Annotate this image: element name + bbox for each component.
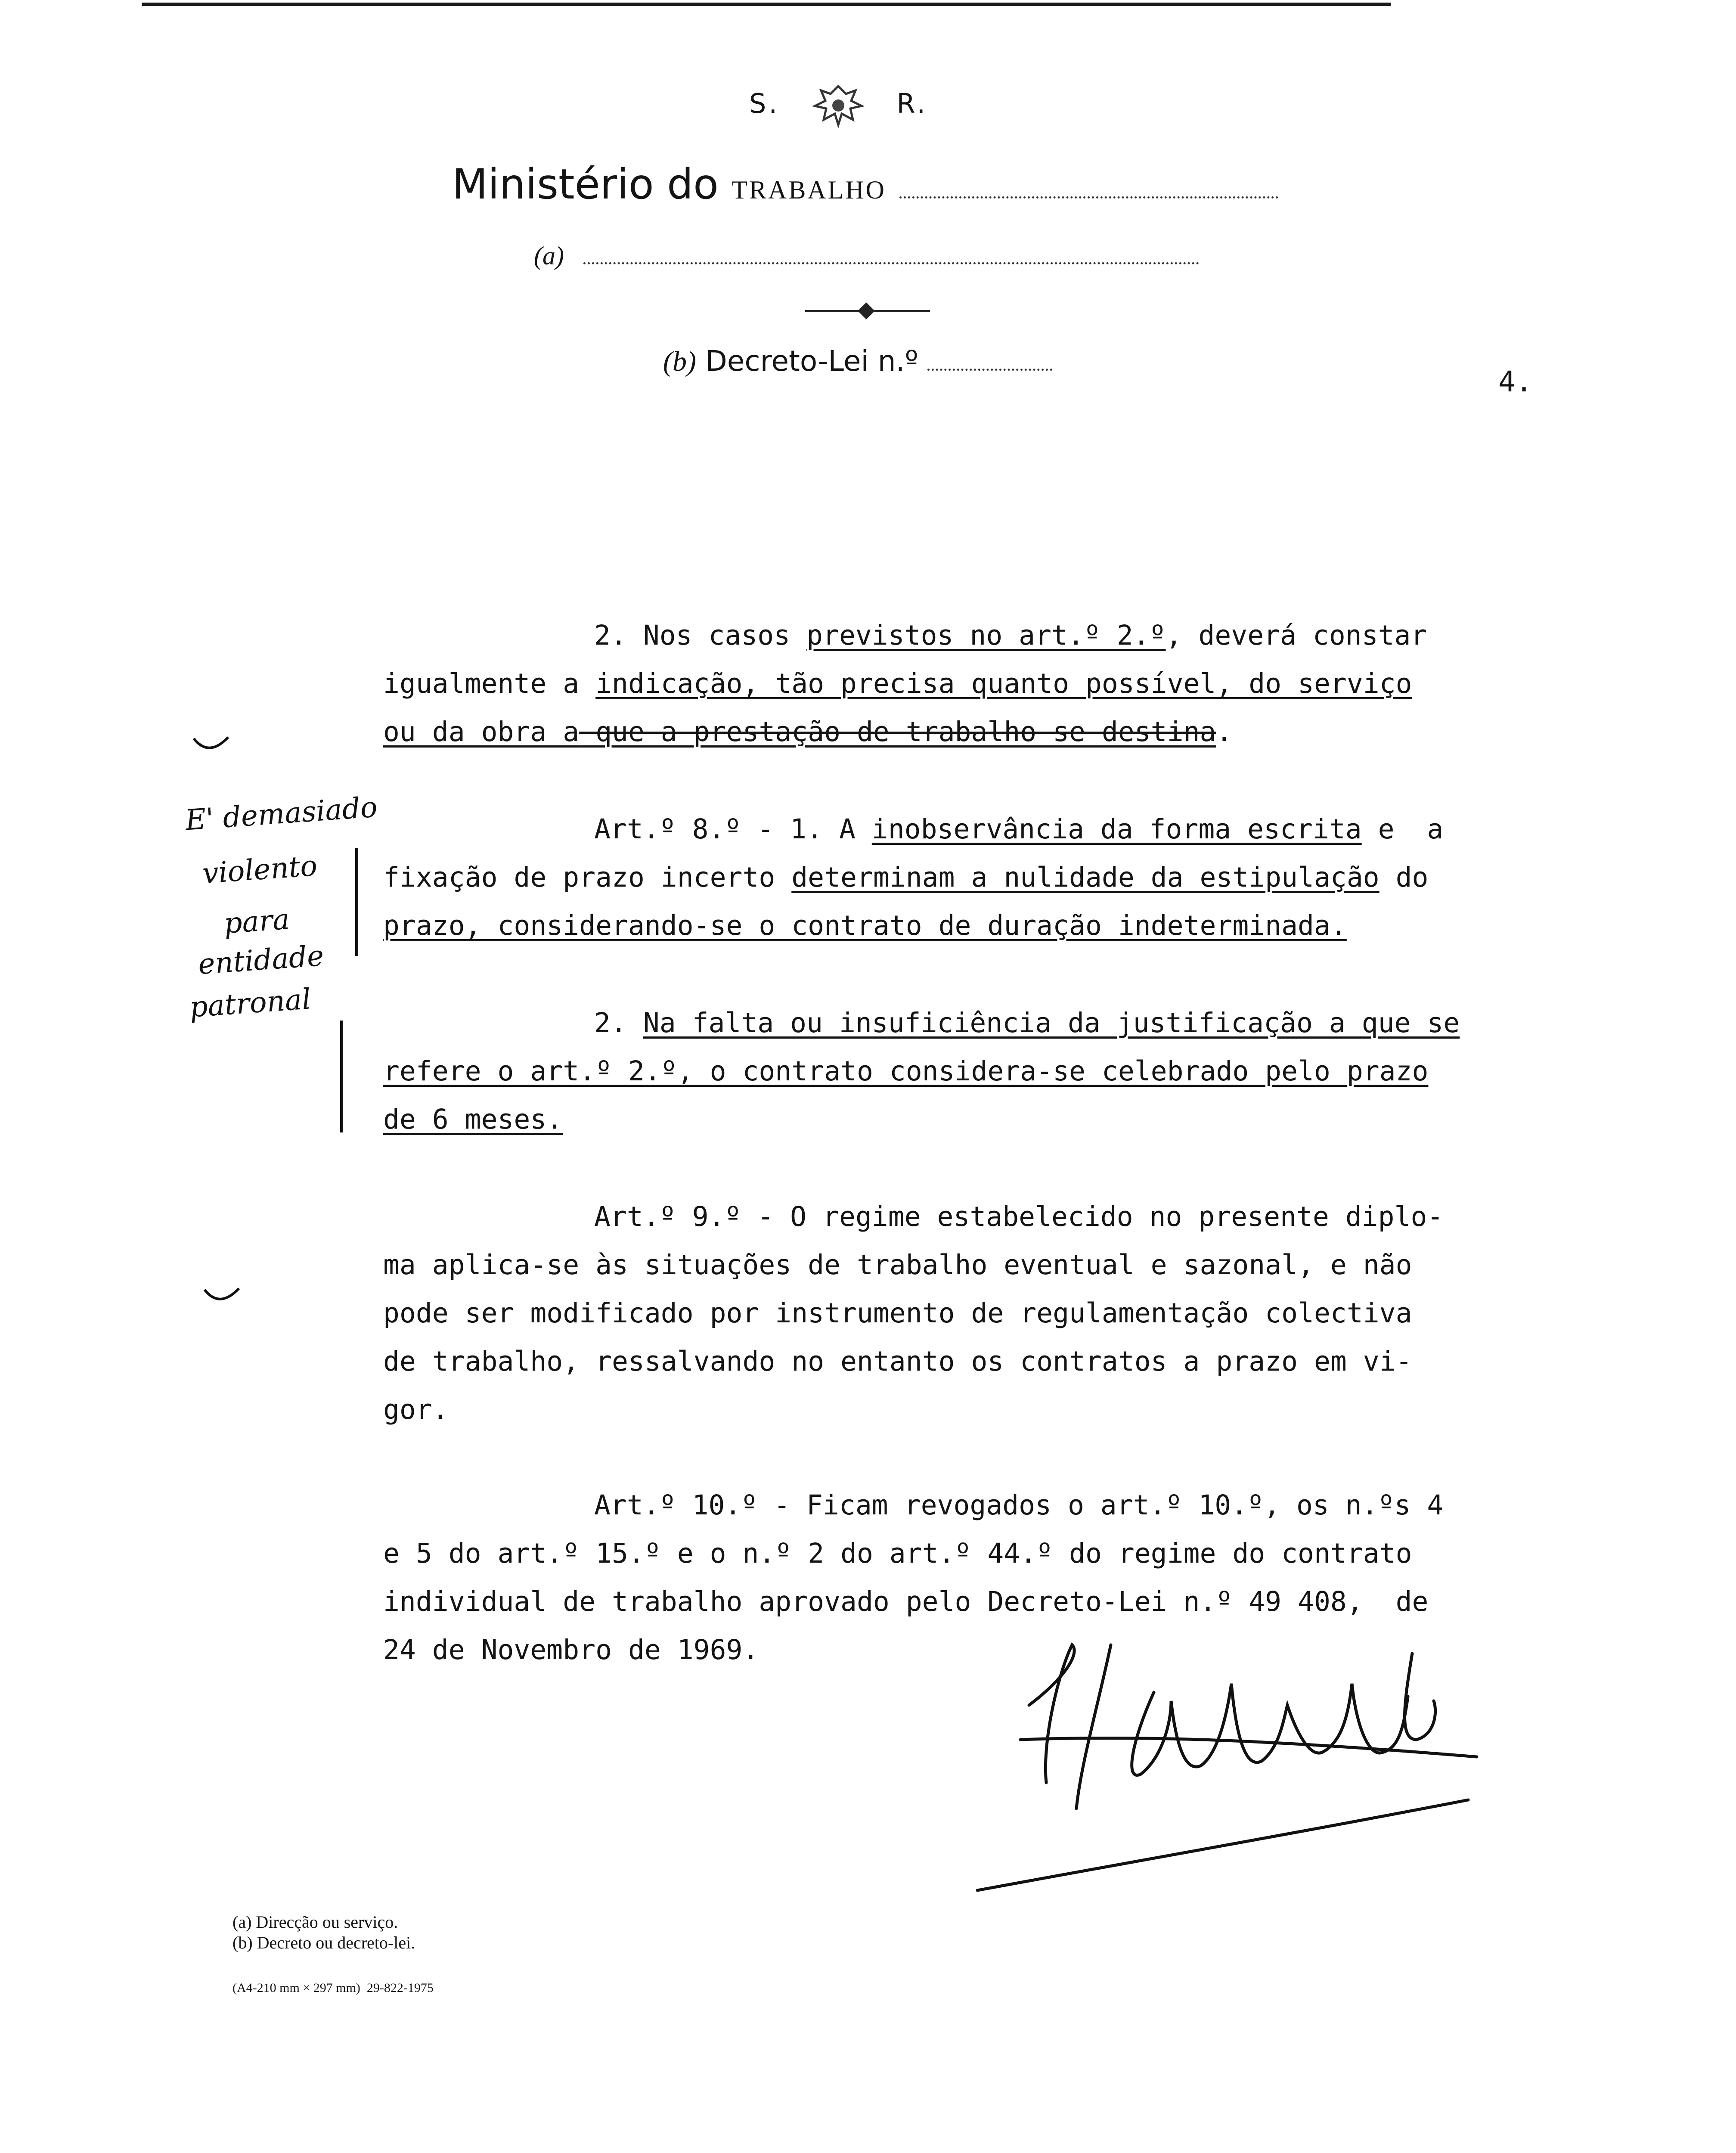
art9-line-4: de trabalho, ressalvando no entanto os contratos a prazo em vi-	[383, 1346, 1412, 1377]
art10-line-2: e 5 do art.º 15.º e o n.º 2 do art.º 44.º do regime do contrato	[383, 1538, 1412, 1569]
margin-check-icon	[202, 1283, 241, 1309]
decree-field	[663, 344, 1052, 378]
ministry-dotted-line	[899, 196, 1278, 199]
top-rule	[142, 3, 1391, 6]
art9-line-1: Art.º 9.º - O regime estabelecido no presente diplo-	[594, 1201, 1444, 1232]
letterhead-srp	[749, 82, 928, 129]
art10-line-3: individual de trabalho aprovado pelo Decreto-Lei n.º 49 408, de	[383, 1586, 1429, 1617]
art9-line-3: pode ser modificado por instrumento de regulamentação colectiva	[383, 1297, 1412, 1329]
art8-2-l1-text: 2.	[594, 1007, 643, 1039]
art8-l2-text-end: do	[1379, 862, 1429, 893]
margin-note-line-1: E' demasiado	[184, 790, 378, 837]
art8-line-1	[594, 805, 1443, 853]
margin-note-line-4: entidade	[197, 939, 325, 981]
art8-2-l2-underlined: refere o art.º 2.º, o contrato considera-se celebrado pelo prazo	[383, 1055, 1429, 1087]
p1-l3-struck: que a prestação de trabalho se destina	[579, 716, 1216, 748]
art9-line-5: gor.	[383, 1394, 449, 1425]
art8-l3-underlined-rest: considerando-se o contrato de duração indeterminada.	[481, 910, 1347, 941]
p1-l1-text: 2. Nos casos	[594, 620, 807, 651]
direction-field-label: (a)	[534, 242, 564, 270]
footnote-a: (a) Direcção ou serviço.	[232, 1912, 398, 1932]
p1-l2-underlined: indicação, tão precisa quanto possível, do serviço	[595, 668, 1412, 699]
art8-2-line-2	[383, 1047, 1428, 1095]
form-reference: (A4-210 mm × 297 mm) 29-822-1975	[232, 1981, 434, 1995]
handwritten-signature-icon	[969, 1628, 1485, 1895]
p1-l1-underlined: previstos no art.º 2.º	[806, 620, 1166, 651]
decree-dotted-line	[927, 369, 1052, 371]
art8-l1-text-end: e a	[1361, 813, 1444, 845]
margin-note-line-5: patronal	[188, 982, 312, 1024]
art8-line-2	[383, 853, 1428, 902]
margin-note-line-3: para	[223, 902, 291, 940]
art8-l2-text: fixação de prazo incerto	[383, 862, 792, 893]
p1-l2-text: igualmente a	[383, 668, 596, 699]
art8-l1-text: Art.º 8.º - 1. A	[594, 813, 872, 845]
art8-l2-underlined: determinam a nulidade da estipulação	[791, 862, 1380, 893]
margin-note-line-2: violento	[201, 849, 319, 890]
coat-of-arms-icon	[808, 82, 868, 129]
p1-l1-text-end: , deverá constar	[1166, 620, 1427, 651]
art8-line-3	[383, 902, 1347, 950]
letter-s: S.	[749, 88, 780, 120]
ministry-prefix: Ministério do	[452, 160, 719, 208]
art8-l1-underlined: inobservância da forma escrita	[871, 813, 1362, 845]
direction-field	[534, 241, 1199, 271]
p1-line-2	[383, 660, 1412, 708]
footnote-b: (b) Decreto ou decreto-lei.	[232, 1933, 415, 1952]
art8-2-l3-underlined: de 6 meses.	[383, 1104, 563, 1135]
art10-line-1: Art.º 10.º - Ficam revogados o art.º 10.º, os n.ºs 4	[594, 1489, 1444, 1521]
page-number: 4.	[1498, 365, 1533, 398]
p1-line-3	[383, 708, 1232, 756]
p1-l3-underlined: ou da obra a	[383, 716, 580, 748]
art10-line-4: 24 de Novembro de 1969.	[383, 1634, 759, 1666]
art9-line-2: ma aplica-se às situações de trabalho eventual e sazonal, e não	[383, 1249, 1412, 1281]
direction-dotted-line	[583, 262, 1199, 264]
art8-2-l1-underlined: Na falta ou insuficiência da justificação a que se	[643, 1007, 1460, 1039]
p1-line-1	[594, 611, 1427, 660]
ministry-department: TRABALHO	[732, 176, 886, 204]
separator-diamond-icon	[858, 302, 875, 320]
decree-field-label: Decreto-Lei n.º	[705, 344, 918, 378]
ministry-line	[452, 160, 1278, 208]
margin-bracket-art8	[355, 848, 358, 956]
art8-2-line-1	[594, 999, 1460, 1047]
p1-l3-end: .	[1216, 716, 1233, 748]
decree-field-label-b: (b)	[663, 346, 696, 377]
art8-l3-underlined: prazo,	[383, 910, 481, 941]
art8-2-line-3	[383, 1095, 563, 1144]
letter-r: R.	[896, 88, 928, 120]
margin-bracket-art8-2	[340, 1021, 343, 1132]
margin-check-icon	[192, 732, 230, 758]
